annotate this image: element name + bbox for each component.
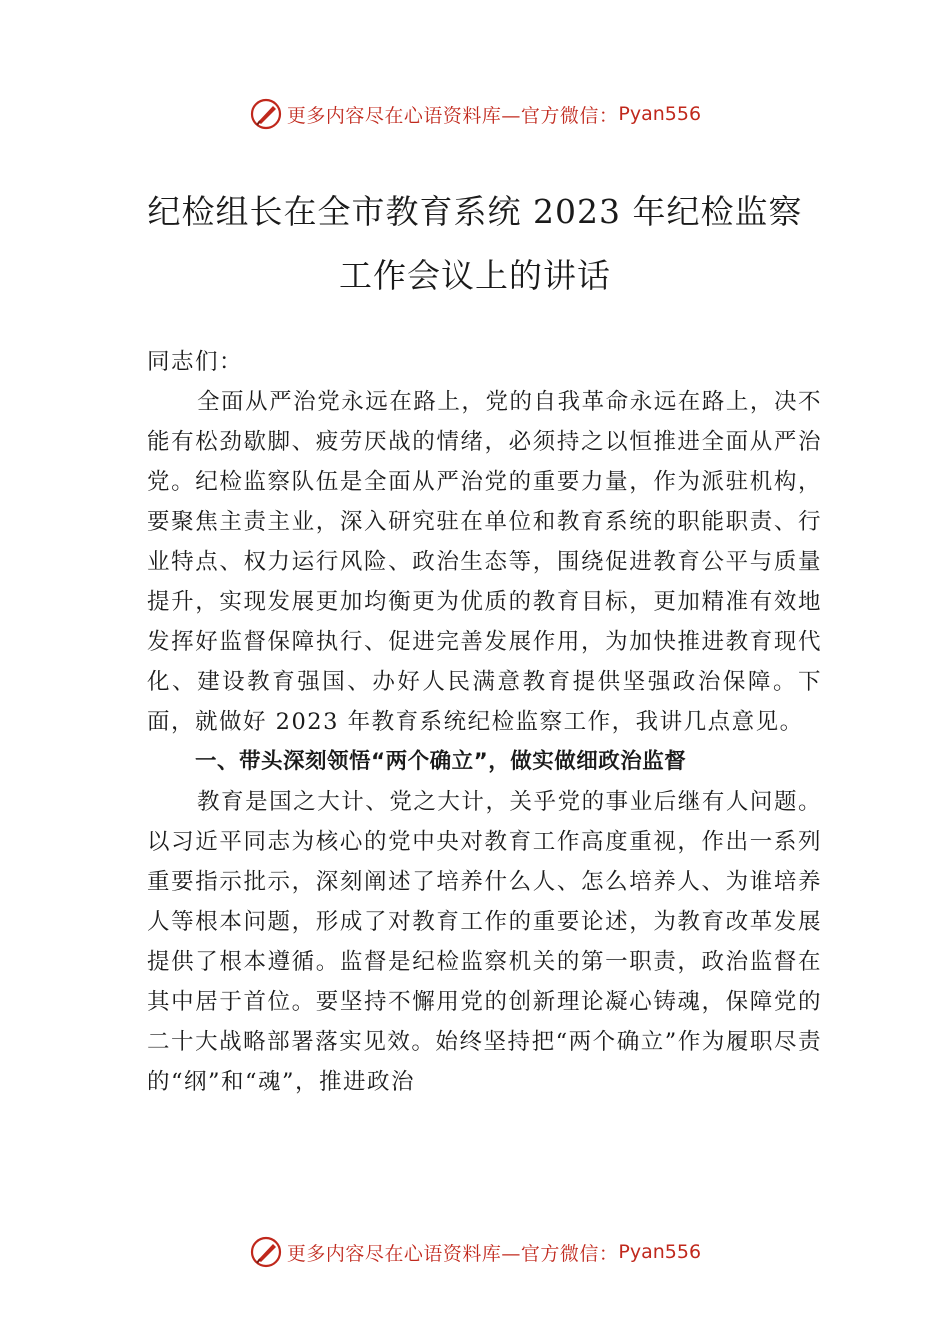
paragraph-2: 教育是国之大计、党之大计，关乎党的事业后继有人问题。以习近平同志为核心的党中央对教育工作高度重视，作出一系列重要指示批示，深刻阐述了培养什么人、怎么培养人、为谁培养人等根本问题，形成了对教育工作的重要论述，为教育改革发展提供了根本遵循。监督是纪检监察机关的第一职责，政治监督在其中居于首位。要坚持不懈用党的创新理论凝心铸魂，保障党的二十大战略部署落实见效。始终坚持把“两个确立”作为履职尽责的“纲”和“魂”，推进政治 [147,789,822,1095]
footer-watermark [0,1232,950,1272]
watermark-wechat-id: Pyan556 [618,1241,702,1263]
watermark-wechat-id: Pyan556 [618,103,702,125]
paragraph-1: 全面从严治党永远在路上，党的自我革命永远在路上，决不能有松劲歇脚、疲劳厌战的情绪，必须持之以恒推进全面从严治党。纪检监察队伍是全面从严治党的重要力量，作为派驻机构，要聚焦主责主业，深入研究驻在单位和教育系统的职能职责、行业特点、权力运行风险、政治生态等，围绕促进教育公平与质量提升，实现发展更加均衡更为优质的教育目标，更加精准有效地发挥好监督保障执行、促进完善发展作用，为加快推进教育现代化、建设教育强国、办好人民满意教育提供坚强政治保障。下面，就做好 2023 年教育系统纪检监察工作，我讲几点意见。 [147,389,822,735]
salutation: 同志们： [147,349,244,375]
document-title-line-2: 工作会议上的讲话 [339,256,611,295]
quill-pen-icon [249,1235,283,1269]
header-watermark [0,94,950,134]
quill-pen-icon [249,97,283,131]
document-body [147,342,822,1102]
watermark-text: 更多内容尽在心语资料库—官方微信： [286,1242,619,1265]
watermark-text: 更多内容尽在心语资料库—官方微信： [286,104,619,127]
section-heading-1: 一、带头深刻领悟“两个确立”，做实做细政治监督 [195,749,687,774]
document-title-line-1: 纪检组长在全市教育系统 2023 年纪检监察 [147,192,803,231]
